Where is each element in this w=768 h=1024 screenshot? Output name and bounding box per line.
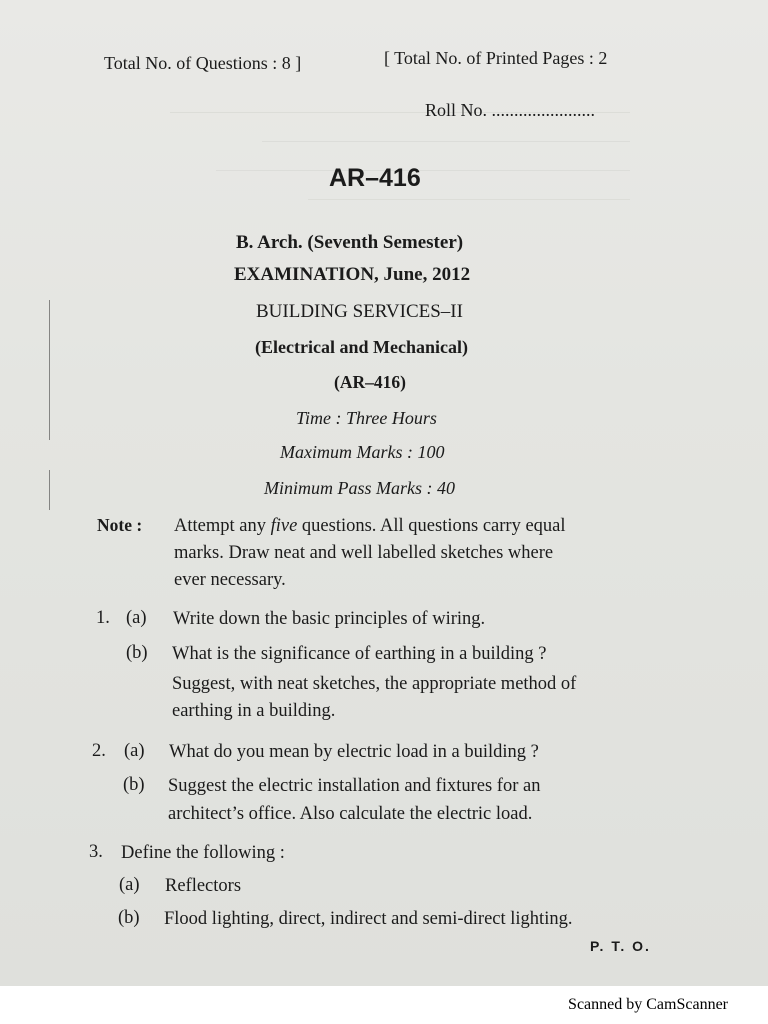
max-marks: Maximum Marks : 100 [280,442,445,462]
question-number: 3. [89,842,103,862]
paper-code-paren: (AR–416) [334,372,406,392]
question-line: Suggest the electric installation and fixtures for an [168,776,541,796]
exam-time: Time : Three Hours [296,408,437,428]
question-text [168,773,540,828]
question-line: What is the significance of earthing in a building ? [172,644,547,664]
min-pass-marks: Minimum Pass Marks : 40 [264,478,455,498]
degree: B. Arch. (Seventh Semester) [236,232,464,253]
roll-no: Roll No. ....................... [425,100,596,120]
question-text: Reflectors [165,876,242,896]
part-label: (a) [126,608,147,628]
total-questions: Total No. of Questions : 8 ] [104,53,302,73]
note-text [174,513,566,594]
subtitle: (Electrical and Mechanical) [255,337,468,357]
part-label: (a) [119,875,140,895]
scanner-watermark: Scanned by CamScanner [568,996,728,1013]
paper-code: AR–416 [329,164,421,192]
note-line: marks. Draw neat and well labelled sketches where [174,543,554,563]
margin-rule [49,300,50,440]
question-number: 1. [96,608,110,628]
note-line: ever necessary. [174,570,286,590]
question-text [172,641,576,725]
question-line: Suggest, with neat sketches, the appropriate method of [172,674,577,694]
subject: BUILDING SERVICES–II [256,301,463,322]
note-emphasis: five [270,516,298,536]
pto-label: P. T. O. [590,938,651,954]
part-label: (b) [126,643,148,663]
question-text: Define the following : [121,843,285,863]
question-number: 2. [92,741,106,761]
printed-pages: [ Total No. of Printed Pages : 2 [384,48,608,68]
question-text: What do you mean by electric load in a building ? [169,742,539,762]
question-line: architect’s office. Also calculate the electric load. [168,804,533,824]
question-text: Flood lighting, direct, indirect and semi-direct lighting. [164,909,573,929]
note-line: Attempt any five questions. All questions carry equal [174,516,566,536]
part-label: (a) [124,741,145,761]
question-text: Write down the basic principles of wiring. [173,609,486,629]
exam-title: EXAMINATION, June, 2012 [234,264,471,285]
margin-rule [49,470,50,510]
part-label: (b) [118,908,140,928]
part-label: (b) [123,775,145,795]
question-line: earthing in a building. [172,701,336,721]
note-label: Note : [97,515,143,535]
